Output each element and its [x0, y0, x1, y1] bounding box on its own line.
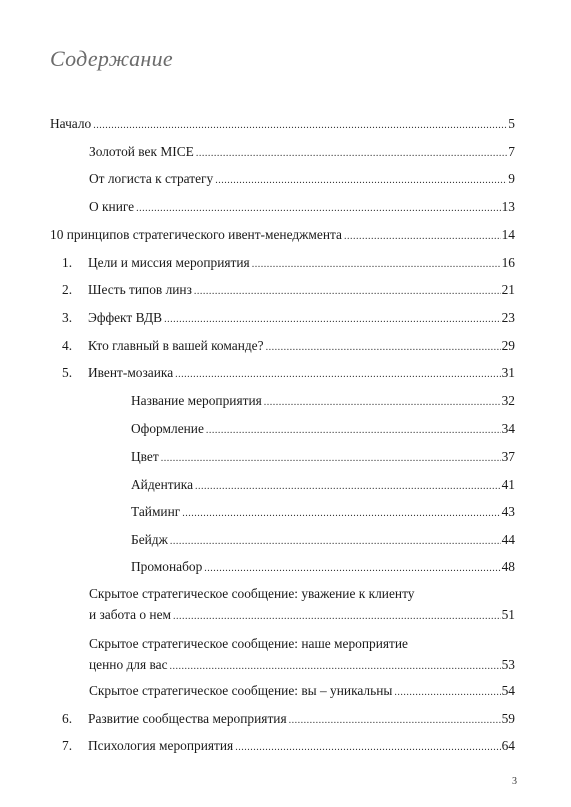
toc-entry[interactable]	[62, 364, 515, 384]
toc-entry[interactable]	[131, 476, 515, 496]
dot-leader	[194, 283, 501, 301]
toc-entry-page: 59	[501, 711, 515, 726]
dot-leader	[394, 684, 500, 702]
toc-entry[interactable]	[89, 143, 515, 163]
toc-entry-page: 29	[501, 338, 515, 353]
toc-entry[interactable]	[89, 682, 515, 702]
toc-entry-number: 2.	[62, 282, 73, 297]
toc-entry[interactable]	[62, 737, 515, 757]
toc-entry[interactable]	[89, 170, 515, 190]
toc-entry-label: Оформление	[131, 421, 204, 436]
toc-entry-page: 14	[501, 227, 515, 242]
toc-entry[interactable]	[50, 115, 515, 135]
toc-entry-label: Тайминг	[131, 504, 181, 519]
toc-entry-page: 7	[508, 144, 515, 159]
toc-entry-page: 23	[501, 310, 515, 325]
toc-entry-number: 7.	[62, 738, 73, 753]
toc-entry-label-line1: Скрытое стратегическое сообщение: уважение к клиенту	[89, 586, 415, 601]
toc-entry[interactable]	[62, 281, 515, 301]
dot-leader	[204, 560, 500, 578]
toc-entry-label: О книге	[89, 199, 135, 214]
toc-entry-page: 37	[501, 449, 515, 464]
toc-entry-page: 41	[501, 477, 515, 492]
toc-entry[interactable]	[50, 226, 515, 246]
dot-leader	[206, 422, 501, 440]
toc-entry-label: Цвет	[131, 449, 159, 464]
toc-entry-label: Начало	[50, 116, 92, 131]
toc-entry-number: 5.	[62, 365, 73, 380]
dot-leader	[173, 608, 501, 626]
toc-entry-label: Кто главный в вашей команде?	[88, 338, 264, 353]
toc-entry-label: 10 принципов стратегического ивент-менеджмента	[50, 227, 342, 242]
toc-entry[interactable]	[89, 198, 515, 218]
toc-entry-page: 9	[508, 171, 515, 186]
toc-entry-page: 53	[501, 657, 515, 672]
dot-leader	[170, 533, 501, 551]
toc-entry-number: 3.	[62, 310, 73, 325]
toc-entry-label: Скрытое стратегическое сообщение: вы – уникальны	[89, 683, 393, 698]
toc-entry-page: 44	[501, 532, 515, 547]
dot-leader	[182, 505, 500, 523]
toc-entry-label: От логиста к стратегу	[89, 171, 214, 186]
page-title: Содержание	[50, 46, 174, 71]
toc-entry-page: 48	[501, 559, 515, 574]
toc-entry[interactable]	[62, 254, 515, 274]
toc-entry-page: 51	[501, 607, 515, 622]
page-number: 3	[512, 776, 517, 787]
toc-entry-page: 64	[501, 738, 515, 753]
toc-entry-label: Промонабор	[131, 559, 203, 574]
dot-leader	[136, 200, 500, 218]
toc-entry-number: 4.	[62, 338, 73, 353]
toc-entry[interactable]	[131, 503, 515, 523]
dot-leader	[161, 450, 501, 468]
dot-leader	[344, 228, 501, 246]
toc-entry-page: 43	[501, 504, 515, 519]
toc-entry-page: 32	[501, 393, 515, 408]
toc-entry[interactable]	[131, 531, 515, 551]
toc-entry-number: 6.	[62, 711, 73, 726]
toc-entry[interactable]	[131, 448, 515, 468]
toc-entry-label: ценно для вас	[89, 657, 168, 672]
dot-leader	[164, 311, 501, 329]
toc-entry[interactable]	[131, 558, 515, 578]
toc-entry-page: 5	[508, 116, 515, 131]
toc-entry-page: 54	[501, 683, 515, 698]
toc-entry-label: и забота о нем	[89, 607, 172, 622]
toc-entry-label: Название мероприятия	[131, 393, 262, 408]
toc-entry-number: 1.	[62, 255, 73, 270]
toc-entry-label-line1: Скрытое стратегическое сообщение: наше мероприятие	[89, 636, 409, 651]
toc-entry-label: Ивент-мозаика	[88, 365, 174, 380]
toc-entry-label: Психология мероприятия	[88, 738, 234, 753]
dot-leader	[289, 712, 501, 730]
dot-leader	[235, 739, 500, 757]
toc-entry[interactable]	[89, 636, 515, 676]
dot-leader	[196, 145, 507, 163]
toc-entry-label: Эффект ВДВ	[88, 310, 163, 325]
dot-leader	[264, 394, 501, 412]
toc-entry-label: Цели и миссия мероприятия	[88, 255, 250, 270]
toc-entry[interactable]	[89, 586, 515, 626]
toc-entry-label: Развитие сообщества мероприятия	[88, 711, 287, 726]
toc-entry[interactable]	[62, 710, 515, 730]
dot-leader	[93, 117, 507, 135]
toc-entry-page: 13	[501, 199, 515, 214]
dot-leader	[266, 339, 501, 357]
toc-entry[interactable]	[62, 309, 515, 329]
toc-entry[interactable]	[62, 337, 515, 357]
dot-leader	[215, 172, 507, 190]
toc-entry-label: Шесть типов линз	[88, 282, 192, 297]
dot-leader	[195, 478, 501, 496]
toc-entry-label: Айдентика	[131, 477, 194, 492]
toc-entry-page: 21	[501, 282, 515, 297]
toc-entry-label: Золотой век MICE	[89, 144, 194, 159]
dot-leader	[170, 658, 501, 676]
toc-entry-page: 34	[501, 421, 515, 436]
toc-entry[interactable]	[131, 420, 515, 440]
toc-entry-label: Бейдж	[131, 532, 168, 547]
toc-entry-page: 16	[501, 255, 515, 270]
dot-leader	[175, 366, 500, 384]
toc-entry-page: 31	[501, 365, 515, 380]
toc-entry[interactable]	[131, 392, 515, 412]
dot-leader	[252, 256, 501, 274]
